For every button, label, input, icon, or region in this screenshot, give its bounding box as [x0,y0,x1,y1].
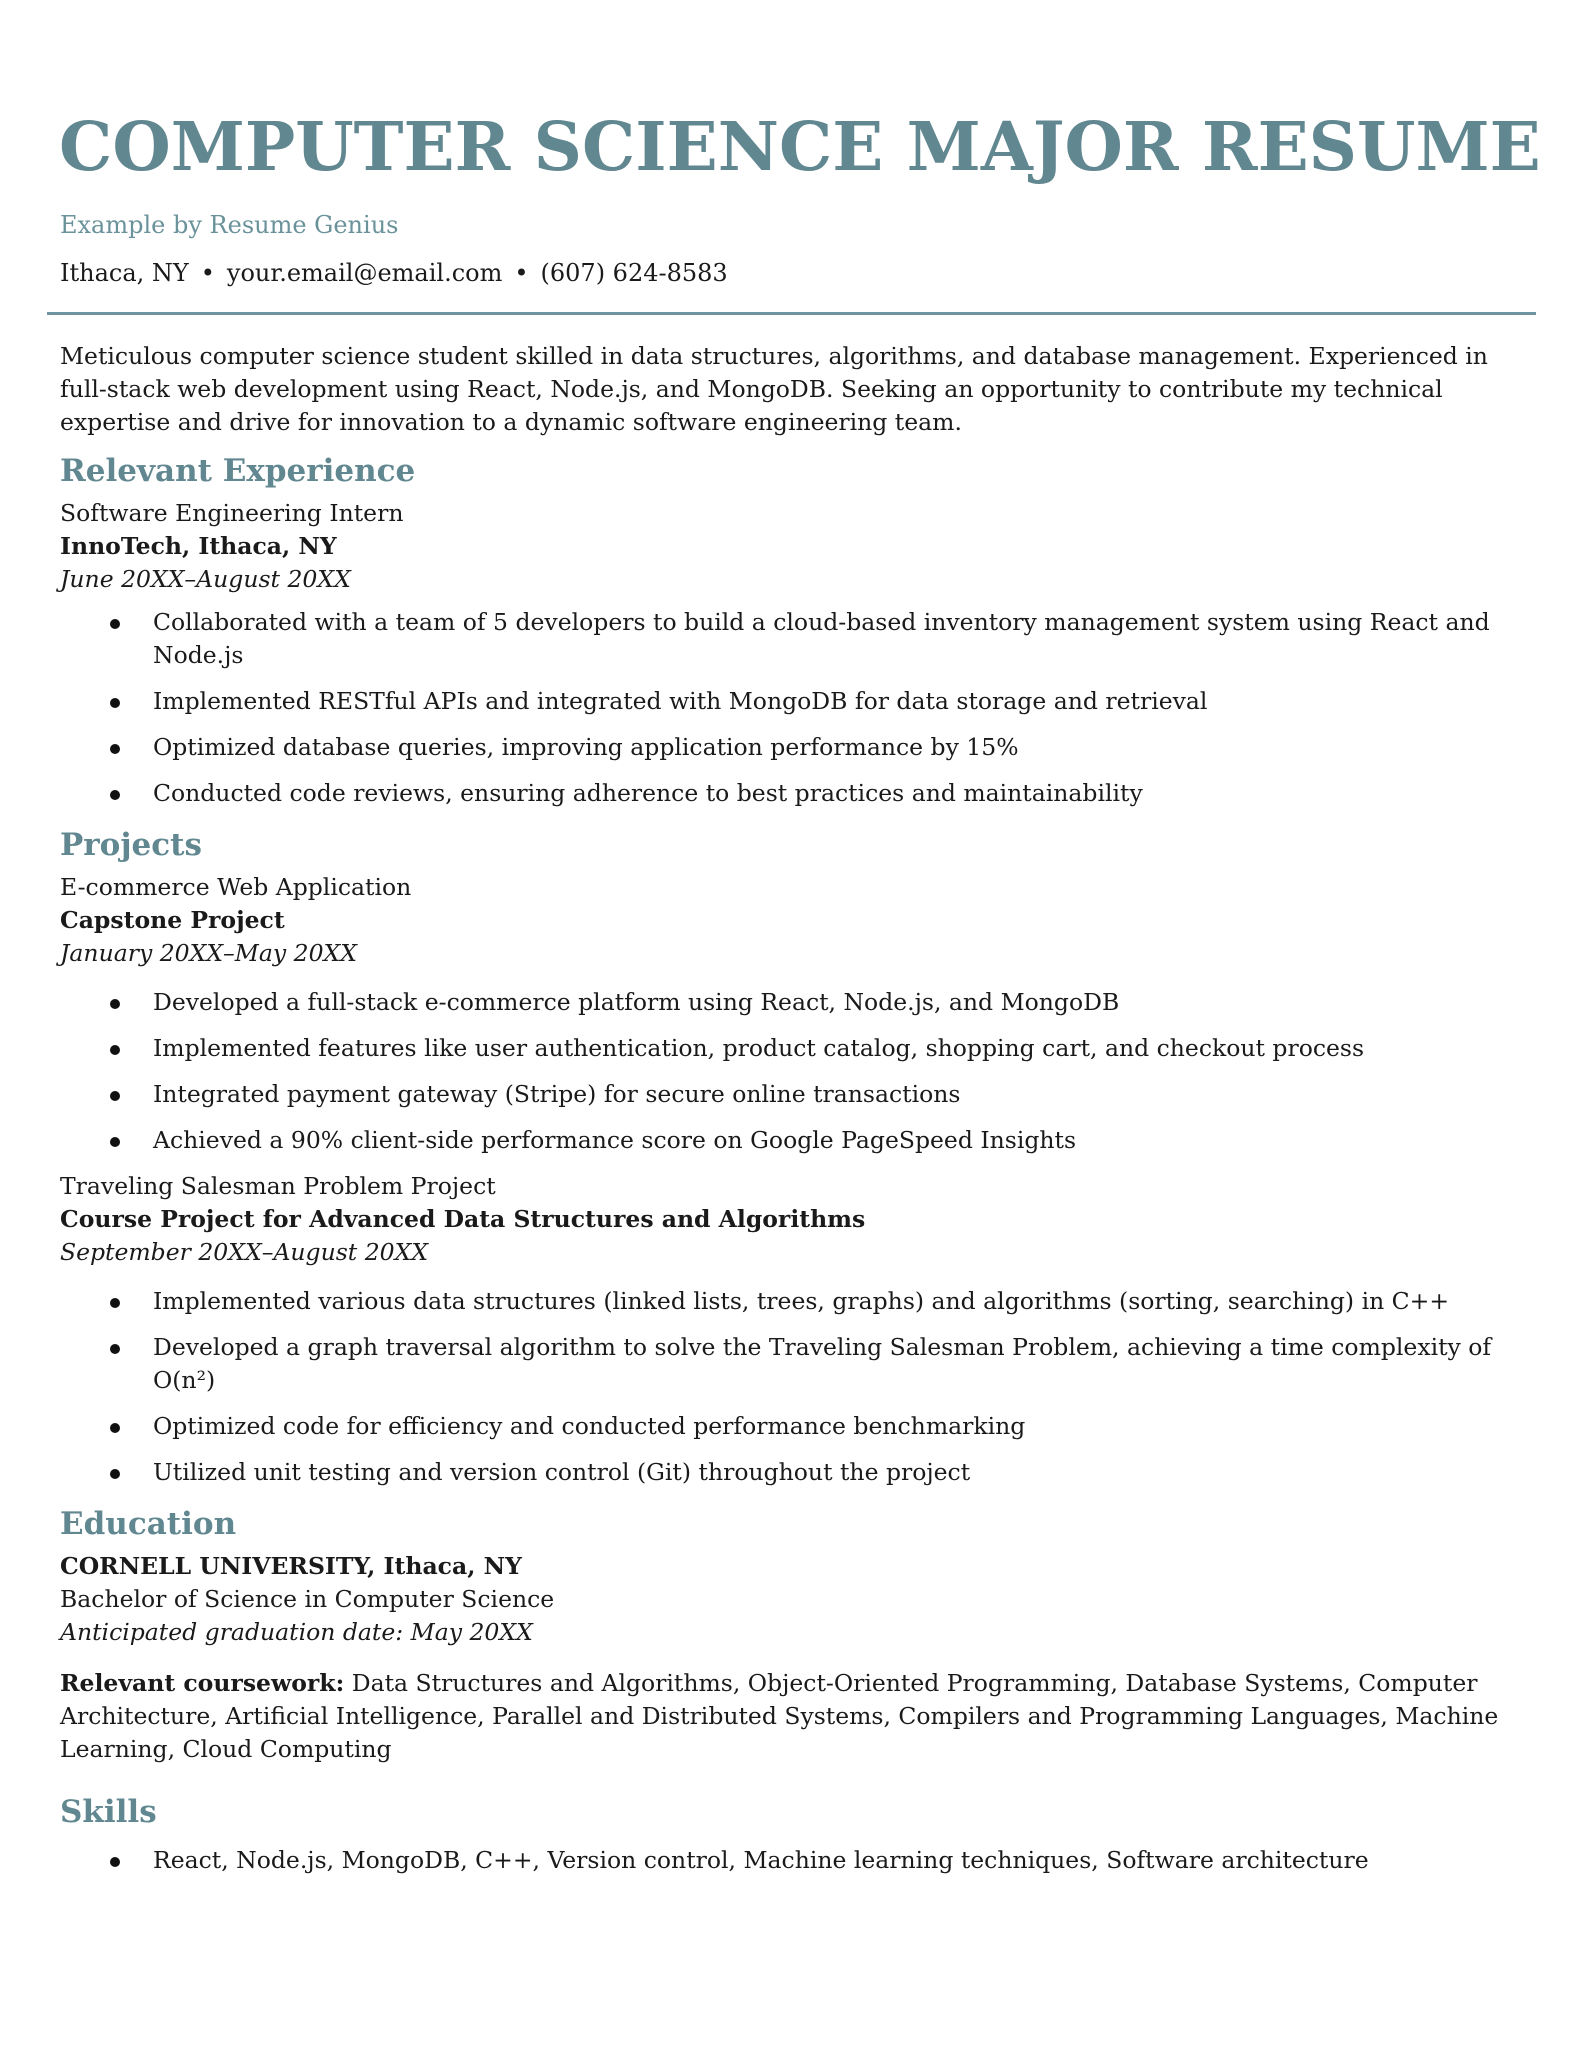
list-item: Utilized unit testing and version control (Git) throughout the project [153,1456,1500,1489]
list-item: React, Node.js, MongoDB, C++, Version control, Machine learning techniques, Software architecture [153,1844,1500,1877]
project-bullets [60,1285,1500,1489]
list-item: Developed a full-stack e-commerce platform using React, Node.js, and MongoDB [153,986,1500,1019]
skills-section [60,1790,1500,1877]
project-title: Traveling Salesman Problem Project [60,1172,496,1200]
resume-body [60,340,1500,1890]
list-item: Integrated payment gateway (Stripe) for secure online transactions [153,1078,1500,1111]
contact-location: Ithaca, NY [60,259,189,287]
list-item: Developed a graph traversal algorithm to solve the Traveling Salesman Problem, achieving a time complexity of O(n²) [153,1331,1500,1397]
job-employer: InnoTech, Ithaca, NY [60,532,337,560]
skills-list [60,1844,1500,1877]
professional-summary: Meticulous computer science student skilled in data structures, algorithms, and database management. Experienced in full-stack web development using React, Node.js, and MongoDB. Seeking an opportunity to contribute my technical expertise and drive for innovation to a dynamic software engineering team. [60,342,1488,436]
list-item: Optimized code for efficiency and conducted performance benchmarking [153,1410,1500,1443]
project-context: Capstone Project [60,906,285,934]
contact-separator: • [200,259,215,287]
contact-phone[interactable]: (607) 624-8583 [540,259,728,287]
coursework [60,1667,1500,1766]
project-bullets [60,986,1500,1157]
contact-separator: • [514,259,529,287]
byline: Example by Resume Genius [60,211,399,239]
list-item: Optimized database queries, improving application performance by 15% [153,731,1500,764]
contact-email[interactable]: your.email@email.com [226,259,503,287]
section-heading-education: Education [60,1506,237,1542]
section-heading-projects: Projects [60,827,202,863]
list-item: Achieved a 90% client-side performance score on Google PageSpeed Insights [153,1124,1500,1157]
project-context: Course Project for Advanced Data Structures and Algorithms [60,1205,866,1233]
job-dates: June 20XX–August 20XX [60,565,351,593]
section-heading-skills: Skills [60,1794,157,1830]
list-item: Implemented RESTful APIs and integrated with MongoDB for data storage and retrieval [153,685,1500,718]
list-item: Implemented various data structures (linked lists, trees, graphs) and algorithms (sorting, searching) in C++ [153,1285,1500,1318]
education-section [60,1502,1500,1766]
school-name: CORNELL UNIVERSITY, Ithaca, NY [60,1552,522,1580]
job-entry [60,497,1500,810]
list-item: Collaborated with a team of 5 developers to build a cloud-based inventory management system using React and Node.js [153,606,1500,672]
resume-title: COMPUTER SCIENCE MAJOR RESUME [59,107,1541,186]
project-entry [60,1170,1500,1489]
job-bullets [60,606,1500,810]
coursework-label: Relevant coursework: [60,1669,345,1697]
degree: Bachelor of Science in Computer Science [60,1585,555,1613]
list-item: Implemented features like user authentication, product catalog, shopping cart, and checkout process [153,1032,1500,1065]
section-heading-experience: Relevant Experience [60,453,416,489]
coursework-list: Data Structures and Algorithms, Object-Oriented Programming, Database Systems, Computer Architecture, Artificial Intelligence, Parallel and Distributed Systems, Compilers and Programming Languages, Machine Learning, Cloud Computing [60,1669,1499,1763]
graduation-date: Anticipated graduation date: May 20XX [60,1618,533,1646]
contact-line [60,259,728,287]
list-item: Conducted code reviews, ensuring adherence to best practices and maintainability [153,777,1500,810]
job-title: Software Engineering Intern [60,499,404,527]
projects-section [60,823,1500,1489]
project-entry [60,871,1500,1157]
project-dates: September 20XX–August 20XX [60,1238,429,1266]
experience-section [60,449,1500,810]
spacer [60,1649,1500,1667]
project-title: E-commerce Web Application [60,873,412,901]
header-divider [47,312,1536,315]
project-dates: January 20XX–May 20XX [60,939,357,967]
